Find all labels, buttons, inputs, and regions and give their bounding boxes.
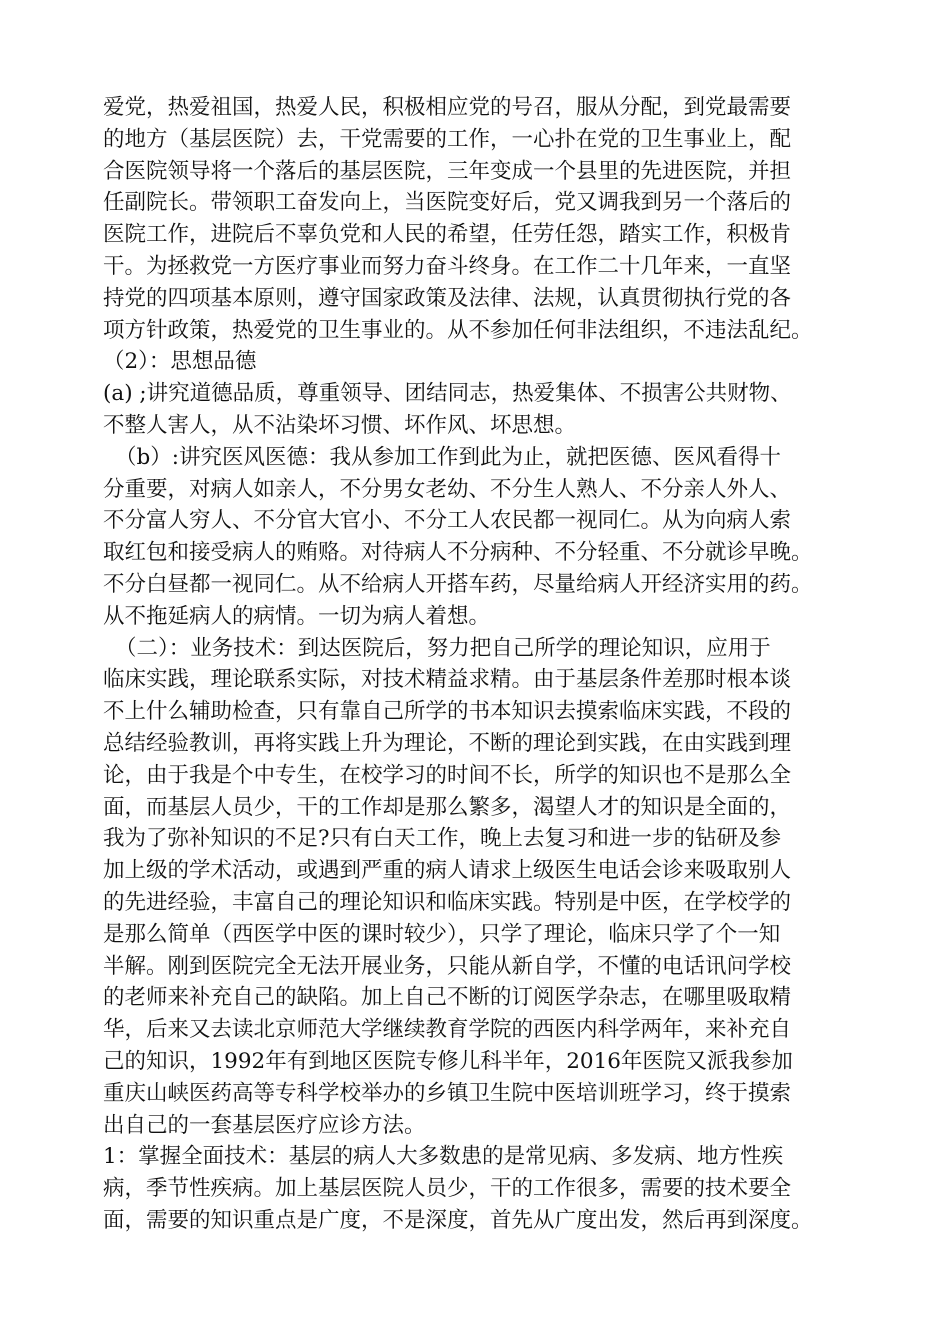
text-line: 从不拖延病人的病情。一切为病人着想。	[103, 603, 491, 629]
text-line: 临床实践，理论联系实际，对技术精益求精。由于基层条件差那时根本谈	[103, 667, 792, 693]
text-line: 分重要，对病人如亲人，不分男女老幼、不分生人熟人、不分亲人外人、	[103, 476, 792, 502]
text-line: 不上什么辅助检查，只有靠自己所学的书本知识去摸索临床实践，不段的	[103, 699, 792, 725]
text-line: 的先进经验，丰富自己的理论知识和临床实践。特别是中医，在学校学的	[103, 889, 792, 915]
text-line: 干。为拯救党一方医疗事业而努力奋斗终身。在工作二十几年来，一直坚	[103, 253, 792, 279]
text-line: 取红包和接受病人的贿赂。对待病人不分病种、不分轻重、不分就诊早晚。	[103, 540, 813, 566]
section-heading: 1：掌握全面技术：基层的病人大多数患的是常见病、多发病、地方性疾	[103, 1144, 784, 1170]
text-line: 病，季节性疾病。加上基层医院人员少，干的工作很多，需要的技术要全	[103, 1176, 792, 1202]
section-heading: （2）：思想品德	[103, 349, 257, 375]
text-line: 项方针政策，热爱党的卫生事业的。从不参加任何非法组织，不违法乱纪。	[103, 317, 813, 343]
text-line: 任副院长。带领职工奋发向上，当医院变好后，党又调我到另一个落后的	[103, 190, 792, 216]
text-line: 不整人害人，从不沾染坏习惯、坏作风、坏思想。	[103, 412, 577, 438]
text-line: 是那么简单（西医学中医的课时较少），只学了理论，临床只学了个一知	[103, 921, 781, 947]
text-line: 持党的四项基本原则，遵守国家政策及法律、法规，认真贯彻执行党的各	[103, 285, 792, 311]
text-line: 华，后来又去读北京师范大学继续教育学院的西医内科学两年，来补充自	[103, 1017, 792, 1043]
text-line: (a) ;讲究道德品质，尊重领导、团结同志，热爱集体、不损害公共财物、	[103, 381, 792, 407]
text-line: 总结经验教训，再将实践上升为理论，不断的理论到实践，在由实践到理	[103, 730, 792, 756]
text-line: 面，需要的知识重点是广度，不是深度，首先从广度出发，然后再到深度。	[103, 1207, 813, 1233]
text-line: 不分白昼都一视同仁。从不给病人开搭车药，尽量给病人开经济实用的药。	[103, 571, 813, 597]
text-line: 医院工作，进院后不辜负党和人民的希望，任劳任怨，踏实工作，积极肯	[103, 222, 792, 248]
text-line: 我为了弥补知识的不足?只有白天工作，晚上去复习和进一步的钻研及参	[103, 826, 782, 852]
text-line: 合医院领导将一个落后的基层医院，三年变成一个县里的先进医院，并担	[103, 158, 792, 184]
text-line: 不分富人穷人、不分官大官小、不分工人农民都一视同仁。从为向病人索	[103, 508, 792, 534]
text-line: 出自己的一套基层医疗应诊方法。	[103, 1112, 426, 1138]
text-line: （b）:讲究医风医德：我从参加工作到此为止，就把医德、医风看得十	[115, 444, 782, 470]
text-line: 爱党，热爱祖国，热爱人民，积极相应党的号召，服从分配，到党最需要	[103, 95, 792, 120]
text-line: 的地方（基层医院）去，干党需要的工作，一心扑在党的卫生事业上，配	[103, 126, 792, 152]
section-heading: （二）：业务技术：到达医院后，努力把自己所学的理论知识，应用于	[115, 635, 771, 661]
document-body	[103, 92, 863, 1237]
text-line: 重庆山峡医药高等专科学校举办的乡镇卫生院中医培训班学习，终于摸索	[103, 1080, 792, 1106]
text-line: 加上级的学术活动，或遇到严重的病人请求上级医生电话会诊来吸取别人	[103, 858, 792, 884]
text-line: 半解。刚到医院完全无法开展业务，只能从新自学，不懂的电话讯问学校	[103, 953, 792, 979]
text-line: 的老师来补充自己的缺陷。加上自己不断的订阅医学杂志，在哪里吸取精	[103, 985, 792, 1011]
text-line: 论，由于我是个中专生，在校学习的时间不长，所学的知识也不是那么全	[103, 762, 792, 788]
text-line: 面，而基层人员少，干的工作却是那么繁多，渴望人才的知识是全面的，	[103, 794, 792, 820]
text-line: 己的知识，1992年有到地区医院专修儿科半年，2016年医院又派我参加	[103, 1048, 793, 1074]
